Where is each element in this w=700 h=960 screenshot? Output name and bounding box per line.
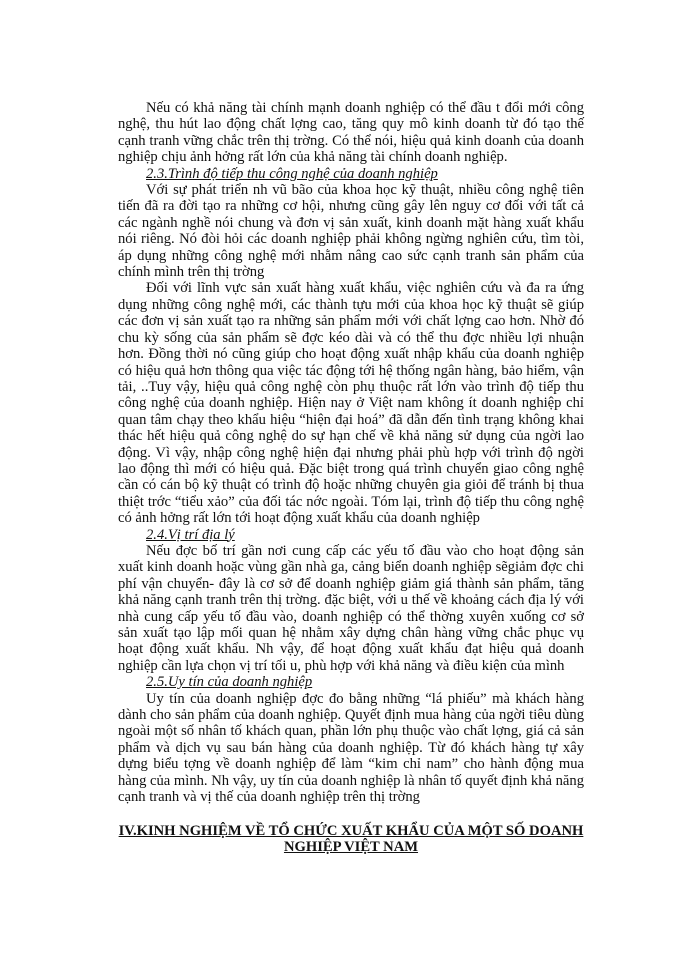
paragraph-finance: Nếu có khả năng tài chính mạnh doanh nghiệp có thể đầu t đổi mới công nghệ, thu hút lao động chất lợng cao, tăng quy mô kinh doanh từ đó tạo thế cạnh tranh vững chắc trên thị trờng. Có thể nói, hiệu quả kinh doanh của doanh nghiệp chịu ảnh hởng rất lớn của khả năng tài chính doanh nghiệp. [118,100,584,166]
paragraph-technology-export: Đối với lĩnh vực sản xuất hàng xuất khẩu, việc nghiên cứu và đa ra ứng dụng những công nghệ mới, các thành tựu mới của khoa học kỹ thuật sẽ giúp các đơn vị sản xuất tạo ra những sản phẩm mới với chất lợng cao hơn. Nhờ đó chu kỳ sống của sản phẩm sẽ đợc kéo dài và có thể thu đợc nhiều lợi nhuận hơn. Đồng thời nó cũng giúp cho hoạt động xuất nhập khẩu của doanh nghiệp có hiệu quả hơn thông qua việc tác động tới hệ thống ngân hàng, bảo hiểm, vận tải, ..Tuy vậy, hiệu quả công nghệ còn phụ thuộc rất lớn vào trình độ tiếp thu công nghệ của doanh nghiệp. Hiện nay ở Việt nam không ít doanh nghiệp chỉ quan tâm chạy theo khẩu hiệu “hiện đại hoá” đã dẫn đến tình trạng không khai thác hết hiệu quả công nghệ do sự hạn chế về khả năng sử dụng của ngời lao động. Vì vậy, nhập công nghệ hiện đại nhưng phải phù hợp với trình độ ngời lao động thì mới có hiệu quả. Đặc biệt trong quá trình chuyển giao công nghệ cần có cán bộ kỹ thuật có trình độ hoặc những chuyên gia giỏi để tránh bị thua thiệt trớc “tiểu xảo” của đối tác nớc ngoài. Tóm lại, trình độ tiếp thu công nghệ có ảnh hởng rất lớn tới hoạt động xuất khẩu của doanh nghiệp [118,280,584,527]
paragraph-technology-intro: Với sự phát triển nh vũ bão của khoa học kỹ thuật, nhiều công nghệ tiên tiến đã ra đời tạo ra những cơ hội, nhưng cũng gây lên nguy cơ đối với tất cả các ngành nghề nói chung và đơn vị sản xuất, kinh doanh mặt hàng xuất khẩu nói riêng. Nó đòi hỏi các doanh nghiệp phải không ngừng nghiên cứu, tìm tòi, áp dụng những công nghệ mới nhằm nâng cao sức cạnh tranh sản phẩm của chính mình trên thị trờng [118,182,584,281]
paragraph-location: Nếu đợc bố trí gần nơi cung cấp các yếu tố đầu vào cho hoạt động sản xuất kinh doanh hoặc vùng gần nhà ga, cảng biển doanh nghiệp sẽgiảm đợc chi phí vận chuyển- đây là cơ sở để doanh nghiệp giảm giá thành sản phẩm, tăng khả năng cạnh tranh trên thị trờng. đặc biệt, với u thế về khoảng cách địa lý với nhà cung cấp yếu tố đầu vào, doanh nghiệp có thể thờng xuyên xuống cơ sở sản xuất tạo lập mối quan hệ nhằm xây dựng chân hàng vững chắc phục vụ hoạt động xuất khẩu. Nh vậy, để hoạt động xuất khẩu đạt hiệu quả doanh nghiệp cần lựa chọn vị trí tối u, phù hợp với khả năng và điều kiện của mình [118,542,584,674]
section-heading-reputation: 2.5.Uy tín của doanh nghiệp [146,674,313,691]
document-body [118,100,584,855]
section-heading-technology: 2.3.Trình độ tiếp thu công nghệ của doanh nghiệp [146,165,438,182]
paragraph-reputation: Uy tín của doanh nghiệp đợc đo bằng những “lá phiếu” mà khách hàng dành cho sản phẩm của doanh nghiệp. Quyết định mua hàng của ngời tiêu dùng ngoài một số nhân tố khách quan, phần lớn phụ thuộc vào chất lợng, giá cả sản phẩm và dịch vụ sau bán hàng của doanh nghiệp. Từ đó khách hàng tự xây dựng biểu tợng về doanh nghiệp để làm “kim chỉ nam” cho hành động mua hàng của mình. Nh vậy, uy tín của doanh nghiệp là nhân tố quyết định khả năng cạnh tranh và vị thế của doanh nghiệp trên thị trờng [118,690,584,806]
chapter-title: IV.KINH NGHIỆM VỀ TỔ CHỨC XUẤT KHẨU CỦA MỘT SỐ DOANH NGHIỆP VIỆT NAM [118,823,584,856]
section-heading-location: 2.4.Vị trí địa lý [146,526,235,543]
